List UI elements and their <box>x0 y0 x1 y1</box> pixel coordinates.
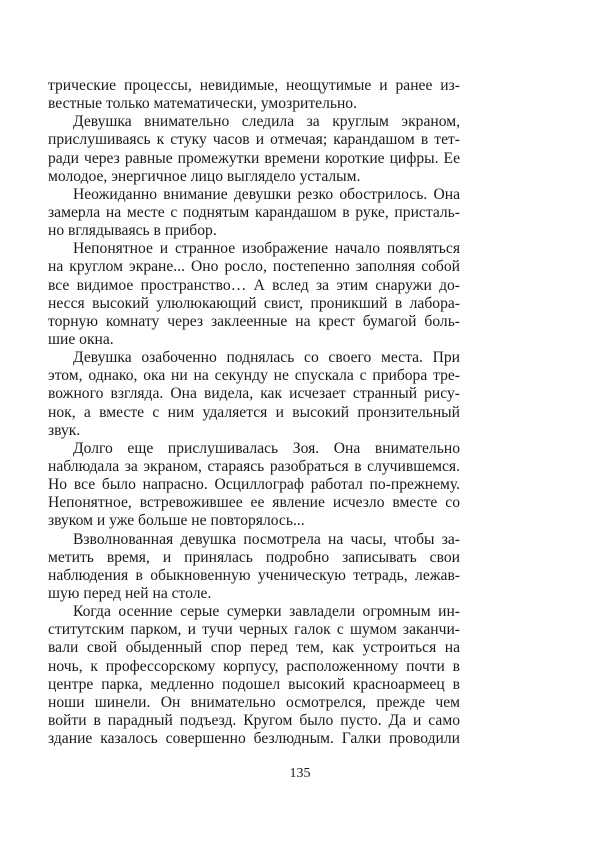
paragraph <box>48 77 460 113</box>
text-line: несся высокий улюлюкающий свист, проникший в лабора- <box>48 294 460 312</box>
text-line: ночь, к профессорскому корпусу, расположенному почти в <box>48 657 460 675</box>
paragraph <box>48 186 460 240</box>
paragraph <box>48 440 460 531</box>
text-line: вали свой обыденный спор перед тем, как устроиться на <box>48 639 460 657</box>
text-line: Когда осенние серые сумерки завладели огромным ин- <box>73 603 460 621</box>
text-line: ради через равные промежутки времени короткие цифры. Ее <box>48 149 460 167</box>
text-line: нок, а вместе с ним удаляется и высокий пронзительный <box>48 403 460 421</box>
text-line: шие окна. <box>48 330 114 348</box>
text-line: вестные только математически, умозрительно. <box>48 95 358 113</box>
text-line: звук. <box>48 421 81 439</box>
text-line: здание казалось совершенно безлюдным. Галки проводили <box>48 730 460 748</box>
text-line: вожного взгляда. Она видела, как исчезает странный рису- <box>48 385 460 403</box>
text-line: наблюдала за экраном, стараясь разобраться в случившемся. <box>48 457 460 475</box>
paragraph <box>48 240 460 349</box>
text-line: торную комнату через заклеенные на крест бумагой боль- <box>48 312 460 330</box>
text-line: ститутским парком, и тучи черных галок с шумом заканчи- <box>48 621 460 639</box>
text-line: на круглом экране... Оно росло, постепенно заполняя собой <box>48 258 460 276</box>
paragraph <box>48 349 460 440</box>
text-line: метить время, и принялась подробно записывать свои <box>48 548 460 566</box>
text-line: но вглядываясь в прибор. <box>48 222 217 240</box>
text-line: Девушка озабоченно поднялась со своего места. При <box>73 349 460 367</box>
paragraph <box>48 113 460 186</box>
text-line: этом, однако, ока ни на секунду не спускала с прибора тре- <box>48 367 460 385</box>
text-line: шую перед ней на столе. <box>48 584 212 602</box>
text-line: Взволнованная девушка посмотрела на часы, чтобы за- <box>73 530 460 548</box>
text-line: все видимое пространство… А вслед за этим снаружи до- <box>48 276 460 294</box>
paragraph <box>48 603 460 748</box>
text-line: молодое, энергичное лицо выглядело усталым. <box>48 167 361 185</box>
text-line: Долго еще прислушивалась Зоя. Она внимательно <box>73 439 460 457</box>
body-text <box>48 77 460 748</box>
text-line: Непонятное, встревожившее ее явление исчезло вместе со <box>48 494 460 512</box>
text-line: Непонятное и странное изображение начало появляться <box>73 240 460 258</box>
paragraph <box>48 531 460 604</box>
text-line: трические процессы, невидимые, неощутимые и ранее из- <box>48 77 460 94</box>
page-number: 135 <box>289 766 311 781</box>
text-line: войти в парадный подъезд. Кругом было пусто. Да и само <box>48 711 460 729</box>
text-line: Девушка внимательно следила за круглым экраном, <box>73 113 460 131</box>
text-line: ноши шинели. Он внимательно осмотрелся, прежде чем <box>48 693 460 711</box>
text-line: центре парка, медленно подошел высокий красноармеец в <box>48 675 460 693</box>
text-line: наблюдения в обыкновенную ученическую тетрадь, лежав- <box>48 566 460 584</box>
text-line: Но все было напрасно. Осциллограф работал по-прежнему. <box>48 476 460 494</box>
text-line: прислушиваясь к стуку часов и отмечая; карандашом в тет- <box>48 131 460 149</box>
text-line: звуком и уже больше не повторялось... <box>48 512 305 530</box>
text-line: замерла на месте с поднятым карандашом в руке, присталь- <box>48 203 460 221</box>
text-line: Неожиданно внимание девушки резко обострилось. Она <box>73 185 460 203</box>
